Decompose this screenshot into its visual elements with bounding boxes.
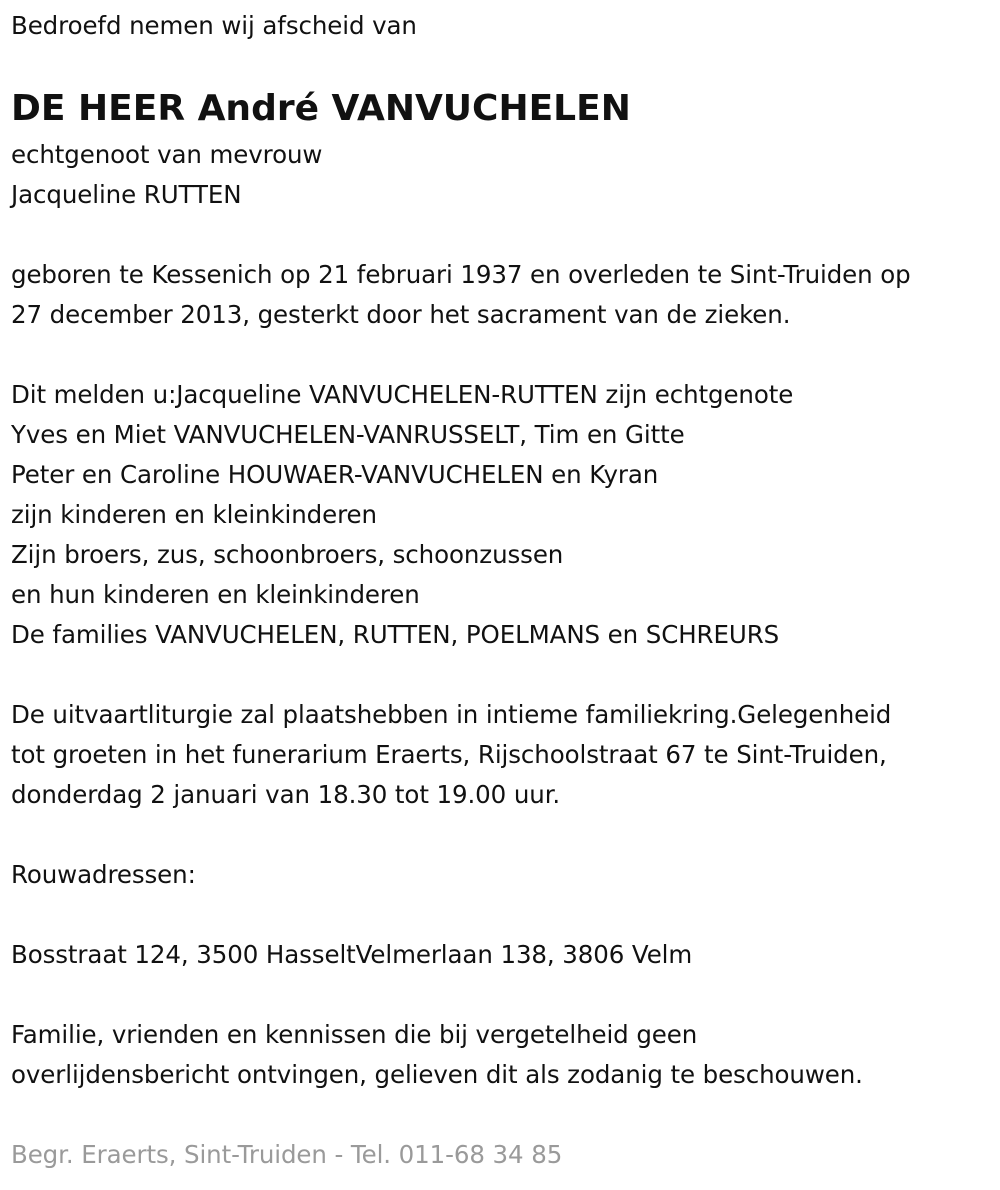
family-line: zijn kinderen en kleinkinderen <box>11 500 377 529</box>
undertaker-footer: Begr. Eraerts, Sint-Truiden - Tel. 011-68 34 85 <box>11 1140 563 1169</box>
mourning-addresses: Bosstraat 124, 3500 HasseltVelmerlaan 138, 3806 Velm <box>11 940 693 969</box>
family-line: Peter en Caroline HOUWAER-VANVUCHELEN en Kyran <box>11 460 659 489</box>
spacer <box>11 1095 996 1135</box>
mourning-addresses-label: Rouwadressen: <box>11 860 196 889</box>
spacer <box>11 655 996 695</box>
spacer <box>11 815 996 855</box>
funeral-line: donderdag 2 januari van 18.30 tot 19.00 uur. <box>11 780 561 809</box>
family-line: Dit melden u:Jacqueline VANVUCHELEN-RUTTEN zijn echtgenote <box>11 380 794 409</box>
family-line: Zijn broers, zus, schoonbroers, schoonzussen <box>11 540 564 569</box>
spouse-section <box>11 135 996 215</box>
family-line: en hun kinderen en kleinkinderen <box>11 580 420 609</box>
birth-death-line: geboren te Kessenich op 21 februari 1937 en overleden te Sint-Truiden op <box>11 260 911 289</box>
funeral-section <box>11 695 996 815</box>
intro-text: Bedroefd nemen wij afscheid van <box>11 11 417 40</box>
spacer <box>11 215 996 255</box>
spacer <box>11 895 996 935</box>
notice-section <box>11 1015 996 1095</box>
family-line: De families VANVUCHELEN, RUTTEN, POELMANS en SCHREURS <box>11 620 780 649</box>
spouse-line: echtgenoot van mevrouw <box>11 140 323 169</box>
birth-death-line: 27 december 2013, gesterkt door het sacrament van de zieken. <box>11 300 791 329</box>
obituary-notice <box>11 6 996 1175</box>
family-line: Yves en Miet VANVUCHELEN-VANRUSSELT, Tim en Gitte <box>11 420 685 449</box>
funeral-line: De uitvaartliturgie zal plaatshebben in intieme familiekring.Gelegenheid <box>11 700 892 729</box>
spouse-name: Jacqueline RUTTEN <box>11 180 242 209</box>
notice-line: Familie, vrienden en kennissen die bij vergetelheid geen <box>11 1020 698 1049</box>
funeral-line: tot groeten in het funerarium Eraerts, Rijschoolstraat 67 te Sint-Truiden, <box>11 740 887 769</box>
spacer <box>11 975 996 1015</box>
birth-death-section <box>11 255 996 335</box>
deceased-name: DE HEER André VANVUCHELEN <box>11 88 631 129</box>
family-section <box>11 375 996 655</box>
notice-line: overlijdensbericht ontvingen, gelieven dit als zodanig te beschouwen. <box>11 1060 863 1089</box>
spacer <box>11 335 996 375</box>
